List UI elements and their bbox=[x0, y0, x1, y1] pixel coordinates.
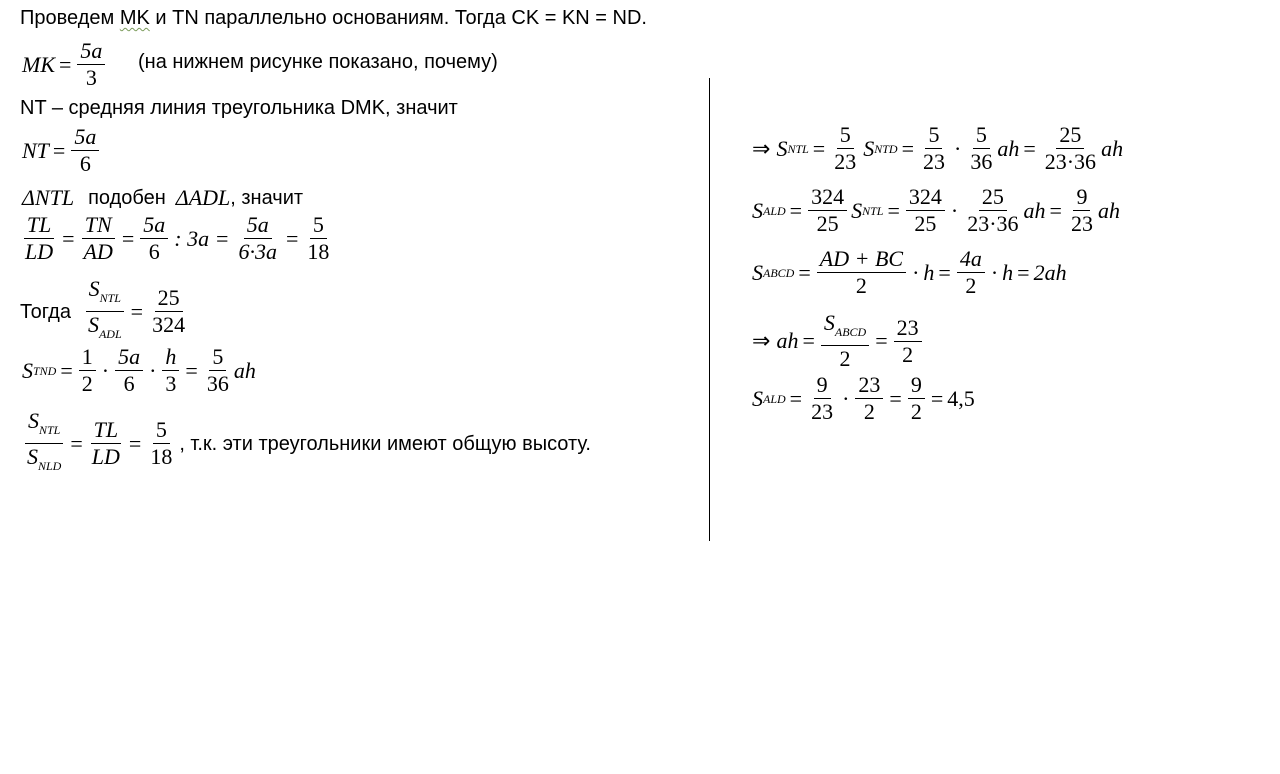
math-token: 6·3a bbox=[238, 239, 277, 264]
math-token: ABCD bbox=[834, 325, 867, 339]
math-token: 2ah bbox=[1033, 259, 1067, 285]
math-token: TN bbox=[82, 214, 115, 239]
right-eq-2 bbox=[752, 186, 1120, 235]
math-token: NT bbox=[22, 137, 49, 163]
math-token: AD + BC bbox=[817, 248, 906, 273]
math-operator: = bbox=[901, 135, 914, 161]
intro-mk: MK bbox=[119, 7, 150, 29]
fraction bbox=[821, 312, 869, 370]
math-token: 5 bbox=[310, 214, 327, 239]
fraction bbox=[149, 287, 188, 336]
math-token: ah bbox=[233, 357, 256, 383]
math-token: 6 bbox=[79, 151, 91, 176]
mk-lhs: MK bbox=[22, 51, 55, 77]
similar-tail: , значит bbox=[230, 187, 304, 209]
math-token: ALD bbox=[763, 203, 786, 218]
math-token: 2 bbox=[855, 273, 867, 298]
similar-word: подобен bbox=[88, 187, 166, 209]
math-token: NLD bbox=[38, 459, 62, 473]
math-token: S bbox=[752, 259, 763, 285]
math-token: ah bbox=[1101, 135, 1124, 161]
math-token: 9 bbox=[814, 374, 831, 399]
math-operator: = bbox=[789, 385, 803, 411]
fraction bbox=[920, 124, 948, 173]
math-operator: · bbox=[842, 385, 850, 411]
common-height-note: , т.к. эти треугольники имеют общую высоту. bbox=[179, 432, 591, 455]
math-token: ah bbox=[1023, 197, 1046, 223]
fraction bbox=[22, 214, 56, 263]
math-operator: = bbox=[1049, 197, 1062, 223]
fraction bbox=[808, 186, 847, 235]
intro-text: Проведем bbox=[20, 7, 120, 29]
math-token: NTL bbox=[787, 141, 809, 156]
math-token: S bbox=[27, 444, 38, 469]
math-operator: · bbox=[950, 197, 959, 223]
math-token: 1 bbox=[79, 346, 96, 371]
fraction bbox=[967, 124, 995, 173]
math-token: S bbox=[863, 135, 875, 161]
math-token: h bbox=[162, 346, 179, 371]
math-token: 5a bbox=[71, 126, 99, 151]
math-token: h bbox=[923, 259, 935, 285]
math-operator: = bbox=[130, 298, 144, 324]
math-operator: = bbox=[121, 225, 135, 251]
math-token: ah bbox=[776, 328, 799, 353]
triangle-ntl: ΔNTL bbox=[22, 185, 75, 210]
math-token: S bbox=[27, 408, 39, 433]
fraction bbox=[85, 278, 125, 345]
math-operator: · bbox=[101, 357, 110, 383]
math-operator: = bbox=[70, 430, 83, 456]
math-operator: = bbox=[185, 357, 198, 383]
fraction bbox=[908, 374, 925, 423]
math-token: 23 bbox=[894, 317, 922, 342]
math-operator: = bbox=[789, 197, 803, 223]
ntl-nld-line bbox=[22, 410, 591, 477]
math-token: 5a bbox=[115, 346, 143, 371]
math-operator: = bbox=[802, 328, 815, 353]
math-token: 324 bbox=[906, 186, 945, 211]
fraction bbox=[906, 186, 945, 235]
math-operator: · bbox=[912, 259, 920, 285]
math-token: ah bbox=[1097, 197, 1120, 223]
fraction bbox=[817, 248, 906, 297]
math-token: 36 bbox=[206, 371, 229, 396]
math-token: 2 bbox=[902, 341, 914, 367]
fraction bbox=[204, 346, 232, 395]
fraction bbox=[140, 214, 168, 263]
math-token: 23 bbox=[1070, 211, 1093, 236]
math-token: 324 bbox=[808, 186, 847, 211]
math-token: 9 bbox=[1073, 186, 1090, 211]
math-token: 3 bbox=[165, 371, 177, 396]
math-token: S bbox=[776, 135, 788, 161]
math-token: 5a bbox=[244, 214, 272, 239]
math-operator: = bbox=[128, 430, 142, 456]
math-token: 25 bbox=[155, 287, 183, 312]
math-operator: = bbox=[875, 328, 888, 353]
math-token: 25 bbox=[979, 186, 1007, 211]
math-token: 23·36 bbox=[967, 211, 1019, 236]
math-operator: · bbox=[953, 135, 962, 161]
stnd-equation bbox=[22, 346, 256, 395]
math-operator: = bbox=[60, 357, 73, 383]
math-token: ⇒ bbox=[752, 135, 771, 161]
math-token: 5 bbox=[209, 346, 226, 371]
math-operator: = bbox=[938, 259, 951, 285]
math-token: 23 bbox=[834, 149, 857, 174]
fraction bbox=[964, 186, 1021, 235]
mk-equation bbox=[22, 40, 107, 89]
fraction bbox=[147, 419, 175, 468]
math-token: 2 bbox=[863, 399, 875, 424]
math-token: S bbox=[851, 197, 863, 223]
right-eq-5 bbox=[752, 374, 975, 423]
fraction bbox=[957, 248, 985, 297]
nt-equation bbox=[22, 126, 101, 175]
math-token: 25 bbox=[1056, 124, 1084, 149]
togda-word: Тогда bbox=[20, 300, 71, 323]
midline-text: NT – средняя линия треугольника DMK, значит bbox=[20, 97, 458, 119]
math-token: S bbox=[823, 310, 835, 335]
intro-line bbox=[20, 6, 647, 30]
math-token: ADL bbox=[98, 327, 122, 341]
math-token: 2 bbox=[910, 399, 922, 424]
fraction bbox=[89, 419, 123, 468]
math-token: S bbox=[22, 357, 33, 383]
math-operator: = bbox=[887, 197, 900, 223]
fraction bbox=[894, 314, 922, 367]
math-token: : 3a = bbox=[174, 225, 230, 251]
math-operator: · bbox=[149, 357, 157, 383]
math-token: LD bbox=[25, 239, 54, 264]
math-token: ALD bbox=[763, 391, 786, 406]
math-operator: = bbox=[52, 137, 66, 163]
triangle-adl: ΔADL bbox=[175, 185, 231, 210]
math-token: 5 bbox=[153, 419, 170, 444]
math-token: S bbox=[752, 197, 763, 223]
math-operator: = bbox=[798, 259, 811, 285]
math-token: S bbox=[752, 385, 763, 411]
math-token: 6 bbox=[123, 371, 135, 396]
column-divider bbox=[709, 78, 710, 541]
math-token: S bbox=[88, 276, 100, 301]
math-token: 5a bbox=[77, 40, 105, 65]
math-token: 6 bbox=[148, 239, 160, 264]
fraction bbox=[1042, 124, 1099, 173]
right-eq-1 bbox=[752, 124, 1123, 173]
area-ratio-line bbox=[20, 278, 190, 345]
math-operator: = bbox=[1023, 135, 1036, 161]
mk-fraction bbox=[77, 40, 105, 89]
math-token: h bbox=[1002, 259, 1014, 285]
math-token: ah bbox=[997, 135, 1020, 161]
similarity-line bbox=[22, 186, 303, 210]
math-token: 5 bbox=[973, 124, 990, 149]
math-operator: = bbox=[812, 135, 826, 161]
math-token: S bbox=[87, 312, 99, 337]
math-token: 5 bbox=[837, 124, 854, 149]
math-token: AD bbox=[83, 239, 113, 264]
math-operator: = bbox=[59, 51, 72, 77]
math-operator: = bbox=[889, 385, 902, 411]
math-token: 25 bbox=[914, 211, 937, 236]
math-token: NTL bbox=[38, 423, 61, 437]
math-token: 5a bbox=[140, 214, 168, 239]
right-eq-4 bbox=[752, 312, 924, 370]
fraction bbox=[115, 346, 143, 395]
math-token: 23·36 bbox=[1044, 149, 1097, 174]
math-operator: = bbox=[285, 225, 299, 251]
fraction bbox=[235, 214, 280, 263]
fraction bbox=[79, 346, 96, 395]
math-token: 324 bbox=[152, 312, 186, 337]
math-token: 4,5 bbox=[947, 385, 975, 411]
fraction bbox=[71, 126, 99, 175]
math-token: 23 bbox=[855, 374, 883, 399]
fraction bbox=[304, 214, 332, 263]
fraction bbox=[808, 374, 836, 423]
fraction bbox=[24, 410, 64, 477]
math-token: TND bbox=[33, 363, 57, 378]
math-token: TL bbox=[24, 214, 54, 239]
math-token: 2 bbox=[965, 273, 977, 298]
math-token: 23 bbox=[811, 399, 834, 424]
intro-text-end: и TN параллельно основаниям. Тогда CK = KN = ND. bbox=[149, 7, 647, 29]
math-token: 9 bbox=[908, 374, 925, 399]
math-token: 18 bbox=[307, 239, 330, 264]
mk-note: (на нижнем рисунке показано, почему) bbox=[138, 51, 498, 73]
right-eq-3 bbox=[752, 248, 1067, 297]
math-token: 4a bbox=[957, 248, 985, 273]
math-token: 25 bbox=[816, 211, 839, 236]
math-token: ⇒ bbox=[752, 328, 771, 353]
fraction bbox=[831, 124, 859, 173]
math-token: NTL bbox=[862, 203, 884, 218]
ratio-equation bbox=[20, 214, 334, 263]
math-token: LD bbox=[91, 444, 120, 469]
fraction bbox=[855, 374, 883, 423]
math-token: ABCD bbox=[763, 265, 795, 280]
fraction bbox=[1068, 186, 1096, 235]
math-token: TL bbox=[91, 419, 121, 444]
math-token: NTD bbox=[874, 141, 898, 156]
math-operator: = bbox=[1017, 259, 1030, 285]
math-operator: = bbox=[62, 225, 75, 251]
math-token: 23 bbox=[922, 149, 945, 174]
math-token: 5 bbox=[925, 124, 942, 149]
fraction bbox=[162, 346, 179, 395]
math-token: NTL bbox=[99, 291, 121, 305]
fraction bbox=[81, 214, 116, 263]
math-token: 3 bbox=[85, 65, 97, 90]
math-operator: = bbox=[930, 385, 944, 411]
math-token: 18 bbox=[150, 444, 173, 469]
math-operator: · bbox=[990, 259, 999, 285]
math-token: 36 bbox=[970, 149, 993, 174]
math-token: 2 bbox=[81, 371, 93, 396]
math-token: 2 bbox=[839, 346, 851, 371]
